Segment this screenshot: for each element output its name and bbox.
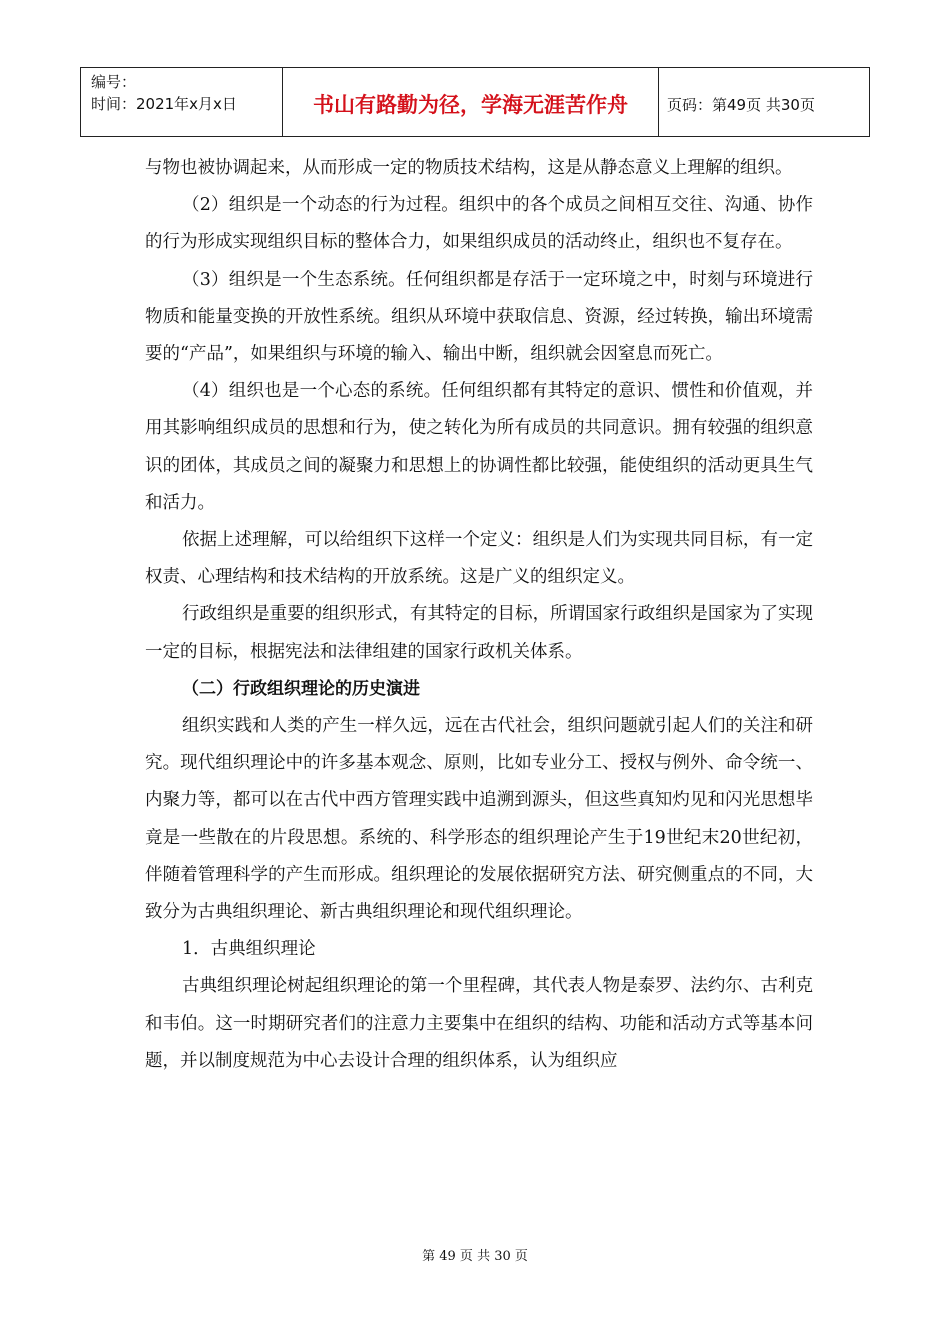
paragraph: （3）组织是一个生态系统。任何组织都是存活于一定环境之中，时刻与环境进行物质和能量变换的开放性系统。组织从环境中获取信息、资源，经过转换，输出环境需要的“产品”，如果组织与环境的输入、输出中断，组织就会因窒息而死亡。 bbox=[145, 269, 813, 365]
document-body bbox=[145, 150, 813, 1080]
code-label: 编号： bbox=[91, 73, 137, 91]
page-footer: 第 49 页 共 30 页 bbox=[422, 1249, 528, 1264]
paragraph: 行政组织是重要的组织形式，有其特定的目标，所谓国家行政组织是国家为了实现一定的目标，根据宪法和法律组建的国家行政机关体系。 bbox=[145, 604, 813, 662]
paragraph: （4）组织也是一个心态的系统。任何组织都有其特定的意识、惯性和价值观，并用其影响组织成员的思想和行为，使之转化为所有成员的共同意识。拥有较强的组织意识的团体，其成员之间的凝聚力和思想上的协调性都比较强，能使组织的活动更具生气和活力。 bbox=[145, 381, 813, 513]
paragraph: 古典组织理论树起组织理论的第一个里程碑，其代表人物是泰罗、法约尔、古利克和韦伯。这一时期研究者们的注意力主要集中在组织的结构、功能和活动方式等基本问题，并以制度规范为中心去设计合理的组织体系，认为组织应 bbox=[145, 976, 813, 1071]
document-header bbox=[80, 67, 870, 137]
paragraph: 与物也被协调起来，从而形成一定的物质技术结构，这是从静态意义上理解的组织。 bbox=[145, 158, 793, 178]
paragraph: （2）组织是一个动态的行为过程。组织中的各个成员之间相互交往、沟通、协作的行为形成实现组织目标的整体合力，如果组织成员的活动终止，组织也不复存在。 bbox=[145, 195, 813, 253]
header-motto: 书山有路勤为径，学海无涯苦作舟 bbox=[283, 68, 659, 136]
section-heading: （二）行政组织理论的历史演进 bbox=[182, 678, 420, 699]
date-label: 时间：2021年x月x日 bbox=[91, 95, 237, 113]
paragraph: 组织实践和人类的产生一样久远，远在古代社会，组织问题就引起人们的关注和研究。现代组织理论中的许多基本观念、原则，比如专业分工、授权与例外、命令统一、内聚力等，都可以在古代中西方管理实践中追溯到源头，但这些真知灼见和闪光思想毕竟是一些散在的片段思想。系统的、科学形态的组织理论产生于19世纪末20世纪初，伴随着管理科学的产生而形成。组织理论的发展依据研究方法、研究侧重点的不同，大致分为古典组织理论、新古典组织理论和现代组织理论。 bbox=[145, 716, 813, 923]
paragraph: 依据上述理解，可以给组织下这样一个定义：组织是人们为实现共同目标，有一定权责、心理结构和技术结构的开放系统。这是广义的组织定义。 bbox=[145, 530, 813, 588]
subsection-heading: 1．古典组织理论 bbox=[182, 939, 316, 960]
header-page-label: 页码：第49页 共30页 bbox=[667, 95, 815, 114]
header-meta bbox=[81, 68, 283, 136]
